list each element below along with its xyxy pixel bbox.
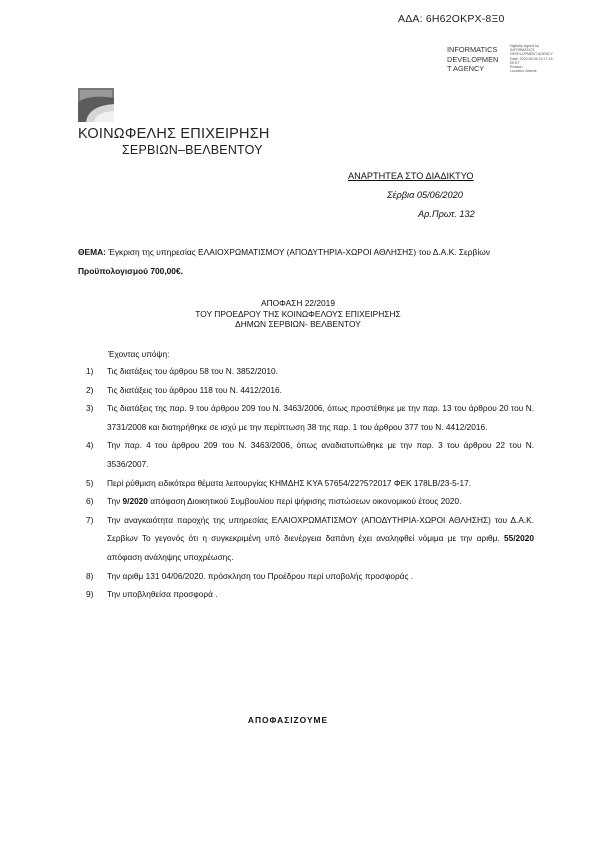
- digital-signature-stamp: [447, 45, 498, 74]
- item-text: Την αριθμ 131 04/06/2020. πρόσκληση του Προέδρου περί υποβολής προσφοράς .: [107, 570, 414, 581]
- stamp-detail: DEVELOPMENT AGENCY: [510, 52, 554, 57]
- item-number: 3): [86, 403, 94, 414]
- item-bold: 55/2020: [504, 533, 534, 544]
- list-item: [86, 399, 534, 436]
- decision-issuer: ΤΟΥ ΠΡΟΕΔΡΟΥ ΤΗΣ ΚΟΙΝΩΦΕΛΟΥΣ ΕΠΙΧΕΙΡΗΣΗΣ: [195, 308, 401, 319]
- item-number: 8): [86, 570, 94, 581]
- item-number: 1): [86, 366, 94, 376]
- item-text: Την: [107, 496, 123, 507]
- list-item: [86, 436, 534, 473]
- item-text: Τις διατάξεις του άρθρου 118 του Ν. 4412/2016.: [107, 384, 282, 395]
- item-text: Τις διατάξεις του άρθρου 58 του Ν. 3852/2010.: [107, 366, 278, 376]
- item-text: Περί ρύθμιση ειδικότερα θέματα λειτουργίας ΚΗΜΔΗΣ ΚΥΑ 57654/22?5?2017 ΦΕΚ 178LB/23-5-17.: [107, 477, 472, 488]
- list-item: [86, 474, 534, 493]
- organization-name: ΚΟΙΝΩΦΕΛΗΣ ΕΠΙΧΕΙΡΗΣΗ: [78, 126, 270, 142]
- item-text: Την αναγκαιότητα παροχής της υπηρεσίας ΕΛΑΙΟΧΡΩΜΑΤΙΣΜΟΥ (ΑΠΟΔΥΤΗΡΙΑ-ΧΩΡΟΙ ΑΘΛΗΣΗΣ) του Δ.Α.Κ. Σερβίων Το γεγονός ότι η συγκεκριμένη υπό διενέργεια δαπάνη έχει αναληφθεί νόμιμα με την αριθμ.: [107, 514, 534, 544]
- list-item: [86, 381, 534, 400]
- list-item: [86, 567, 534, 586]
- item-number: 9): [86, 589, 94, 600]
- item-text: Την παρ. 4 του άρθρου 209 του Ν. 3463/2006, όπως αναδιατυπώθηκε με την παρ. 3 του άρθρου 22 του Ν. 3536/2007.: [107, 440, 534, 469]
- item-number: 4): [86, 440, 94, 451]
- item-text: Την υποβληθείσα προσφορά .: [107, 589, 218, 600]
- stamp-detail: Location: Athens: [510, 69, 537, 74]
- stamp-detail: Digitally signed by: [510, 44, 539, 48]
- subject-paragraph: [78, 243, 538, 281]
- item-bold: 9/2020: [122, 496, 148, 507]
- item-number: 2): [86, 384, 94, 395]
- list-item: [86, 492, 534, 511]
- list-item: [86, 585, 534, 604]
- stamp-detail: INFORMATICS: [510, 48, 535, 53]
- we-decide-heading: ΑΠΟΦΑΣΙΖΟΥΜΕ: [247, 715, 329, 725]
- stamp-detail: EEST: [510, 60, 520, 65]
- stamp-detail: Reason:: [510, 65, 524, 70]
- item-number: 5): [86, 477, 94, 488]
- organization-municipality: ΣΕΡΒΙΩΝ–ΒΕΛΒΕΝΤΟΥ: [122, 143, 263, 157]
- decision-heading: [78, 298, 518, 330]
- item-number: 6): [86, 496, 94, 507]
- protocol-number: Αρ.Πρωτ. 132: [418, 209, 475, 219]
- decision-municipalities: ΔΗΜΩΝ ΣΕΡΒΙΩΝ- ΒΕΛΒΕΝΤΟΥ: [235, 319, 361, 329]
- ada-code: ΑΔΑ: 6Η62ΟΚΡΧ-8Ξ0: [398, 13, 505, 25]
- stamp-line: T AGENCY: [447, 64, 485, 74]
- stamp-line: DEVELOPMEN: [447, 54, 499, 64]
- stamp-line: INFORMATICS: [447, 45, 498, 54]
- organization-logo-icon: [78, 88, 114, 122]
- considering-heading: Έχοντας υπόψη:: [108, 349, 170, 359]
- subject-label: ΘΕΜΑ:: [78, 247, 106, 257]
- item-number: 7): [86, 514, 94, 525]
- item-text-end: απόφαση ανάληψης υποχρέωσης.: [107, 551, 234, 562]
- post-online-notice: ΑΝΑΡΤΗΤΕΑ ΣΤΟ ΔΙΑΔΙΚΤΥΟ: [348, 171, 474, 181]
- decision-number: ΑΠΟΦΑΣΗ 22/2019: [260, 298, 335, 308]
- subject-text: Έγκριση της υπηρεσίας ΕΛΑΙΟΧΡΩΜΑΤΙΣΜΟΥ (ΑΠΟΔΥΤΗΡΙΑ-ΧΩΡΟΙ ΑΘΛΗΣΗΣ) του Δ.Α.Κ. Σερβίων: [105, 247, 490, 257]
- subject-budget: Προϋπολογισμού 700,00€.: [78, 266, 183, 276]
- place-date: Σέρβια 05/06/2020: [387, 190, 463, 200]
- considerations-list: [86, 362, 534, 604]
- item-text-end: απόφαση Διοικητικού Συμβουλίου περί ψήφισης πιστώσεων οικονομικού έτους 2020.: [147, 496, 462, 507]
- list-item: [86, 511, 534, 567]
- item-text: Τις διατάξεις της παρ. 9 του άρθρου 209 του Ν. 3463/2006, όπως προστέθηκε με την παρ. 13 του άρθρου 20 του Ν. 3731/2008 και διατηρήθηκε σε ισχύ με την περίπτωση 38 της παρ. 1 του άρθρου 377 του Ν. 4412/2016.: [107, 403, 534, 432]
- digital-signature-details: [510, 44, 570, 73]
- list-item: [86, 362, 534, 381]
- stamp-detail: Date: 2020.06.05 10:17:16: [510, 56, 553, 61]
